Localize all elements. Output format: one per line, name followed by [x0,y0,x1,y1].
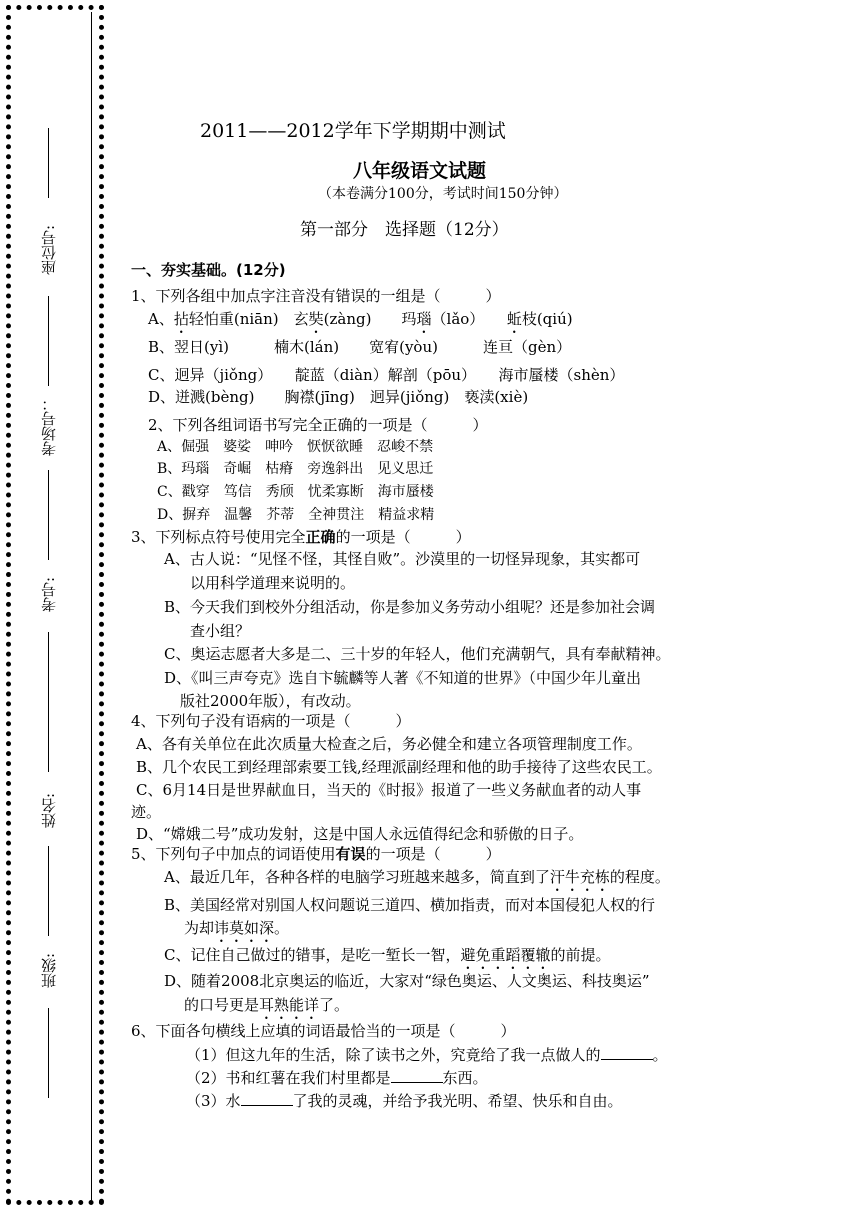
q6-sentence-1: （1）但这九年的生活，除了读书之外，究竟给了我一点做人的 。 [186,1046,668,1064]
q5-option-b-line2: 为却讳莫如深。 [184,919,290,937]
q1-option-a: A、拈轻怕重(niān) 玄奘(zàng) 玛瑙（lǎo） 蚯枝(qiú) [148,310,573,328]
q3-option-a-line2: 以用科学道理来说明的。 [190,574,356,592]
q3-option-c: C、奥运志愿者大多是二、三十岁的年轻人，他们充满朝气，具有奉献精神。 [164,645,671,663]
binding-rule [91,12,92,1202]
q4-option-d: D、“嫦娥二号”成功发射，这是中国人永远值得纪念和骄傲的日子。 [136,825,584,843]
q1-option-b: B、翌日(yì) 楠木(lán) 宽宥(yòu) 连亘（gèn） [148,338,572,356]
q3-option-a-line1: A、古人说：“见怪不怪，其怪自败”。沙漠里的一切怪异现象，其实都可 [164,550,641,568]
blank-3[interactable] [241,1091,293,1106]
exam-no-label: 考号: [40,576,58,612]
q2-option-d: D、摒弃 温馨 芥蒂 全神贯注 精益求精 [157,507,435,523]
q3-option-b-line2: 查小组？ [190,622,251,640]
room-line [48,470,49,560]
seat-label: 座位号: [40,224,58,276]
part-heading: 第一部分 选择题（12分） [300,220,509,240]
q3-stem: 3、下列标点符号使用完全正确的一项是（ ） [131,528,471,546]
q3-option-d-line2: 版社2000年版），有改动。 [180,692,361,710]
name-label: 姓名: [40,792,58,828]
seat-line [48,128,49,198]
q6-stem: 6、下面各句横线上应填的词语最恰当的一项是（ ） [131,1022,516,1040]
q5-option-d-line1: D、随着2008北京奥运的临近，大家对“绿色奥运、人文奥运、科技奥运” [164,972,650,990]
q4-option-a: A、各有关单位在此次质量大检查之后，务必健全和建立各项管理制度工作。 [136,735,642,753]
q5-option-b-line1: B、美国经常对别国人权问题说三道四、横加指责，而对本国侵犯人权的行 [164,896,656,914]
seat-room-line [48,296,49,386]
q3-option-d-line1: D、《叫三声夸克》选自卞毓麟等人著《不知道的世界》（中国少年儿童出 [164,669,642,687]
class-label: 班级: [40,952,58,988]
q5-stem: 5、下列句子中加点的词语使用有误的一项是（ ） [131,845,501,863]
exam-title: 2011——2012学年下学期期中测试 [200,120,506,142]
q5-option-d-line2: 的口号更是耳熟能详了。 [184,996,350,1014]
q4-option-c-line2: 迹。 [131,803,162,821]
exam-no-line [48,632,49,772]
blank-1[interactable] [601,1045,653,1060]
exam-note: （本卷满分100分，考试时间150分钟） [318,186,568,202]
q5-option-a: A、最近几年，各种各样的电脑学习班越来越多，简直到了汗牛充栋的程度。 [164,868,670,886]
q2-option-c: C、戳穿 笃信 秀颀 忧柔寡断 海市蜃楼 [157,484,434,500]
q5-option-c: C、记住自己做过的错事，是吃一堑长一智，避免重蹈覆辙的前提。 [164,946,611,964]
name-line [48,846,49,936]
q4-option-c-line1: C、6月14日是世界献血日，当天的《时报》报道了一些义务献血者的动人事 [136,781,642,799]
q6-sentence-3: （3）水 了我的灵魂，并给予我光明、希望、快乐和自由。 [186,1092,623,1110]
blank-2[interactable] [391,1068,443,1083]
q1-stem: 1、下列各组中加点字注音没有错误的一组是（ ） [131,287,501,305]
q2-stem: 2、下列各组词语书写完全正确的一项是（ ） [148,416,488,434]
q4-stem: 4、下列句子没有语病的一项是（ ） [131,712,411,730]
q2-option-b: B、玛瑙 奇崛 枯瘠 旁逸斜出 见义思迁 [157,461,434,477]
q2-option-a: A、倔强 婆娑 呻吟 恹恹欲睡 忍峻不禁 [157,439,434,455]
q4-option-b: B、几个农民工到经理部索要工钱,经理派副经理和他的助手接待了这些农民工。 [136,758,662,776]
section-heading: 一、夯实基础。(12分) [131,261,286,279]
class-line [48,1008,49,1098]
q1-option-d: D、迸溅(bèng) 胸襟(jīng) 迥异(jiǒng) 亵渎(xiè) [148,388,529,406]
exam-subtitle: 八年级语文试题 [353,160,487,182]
q1-option-c: C、迥异（jiǒng） 靛蓝（diàn）解剖（pōu） 海市蜃楼（shèn） [148,366,625,384]
q6-sentence-2: （2）书和红薯在我们村里都是 东西。 [186,1069,488,1087]
q3-option-b-line1: B、今天我们到校外分组活动，你是参加义务劳动小组呢？还是参加社会调 [164,598,656,616]
room-label: 考场号： [40,396,58,456]
